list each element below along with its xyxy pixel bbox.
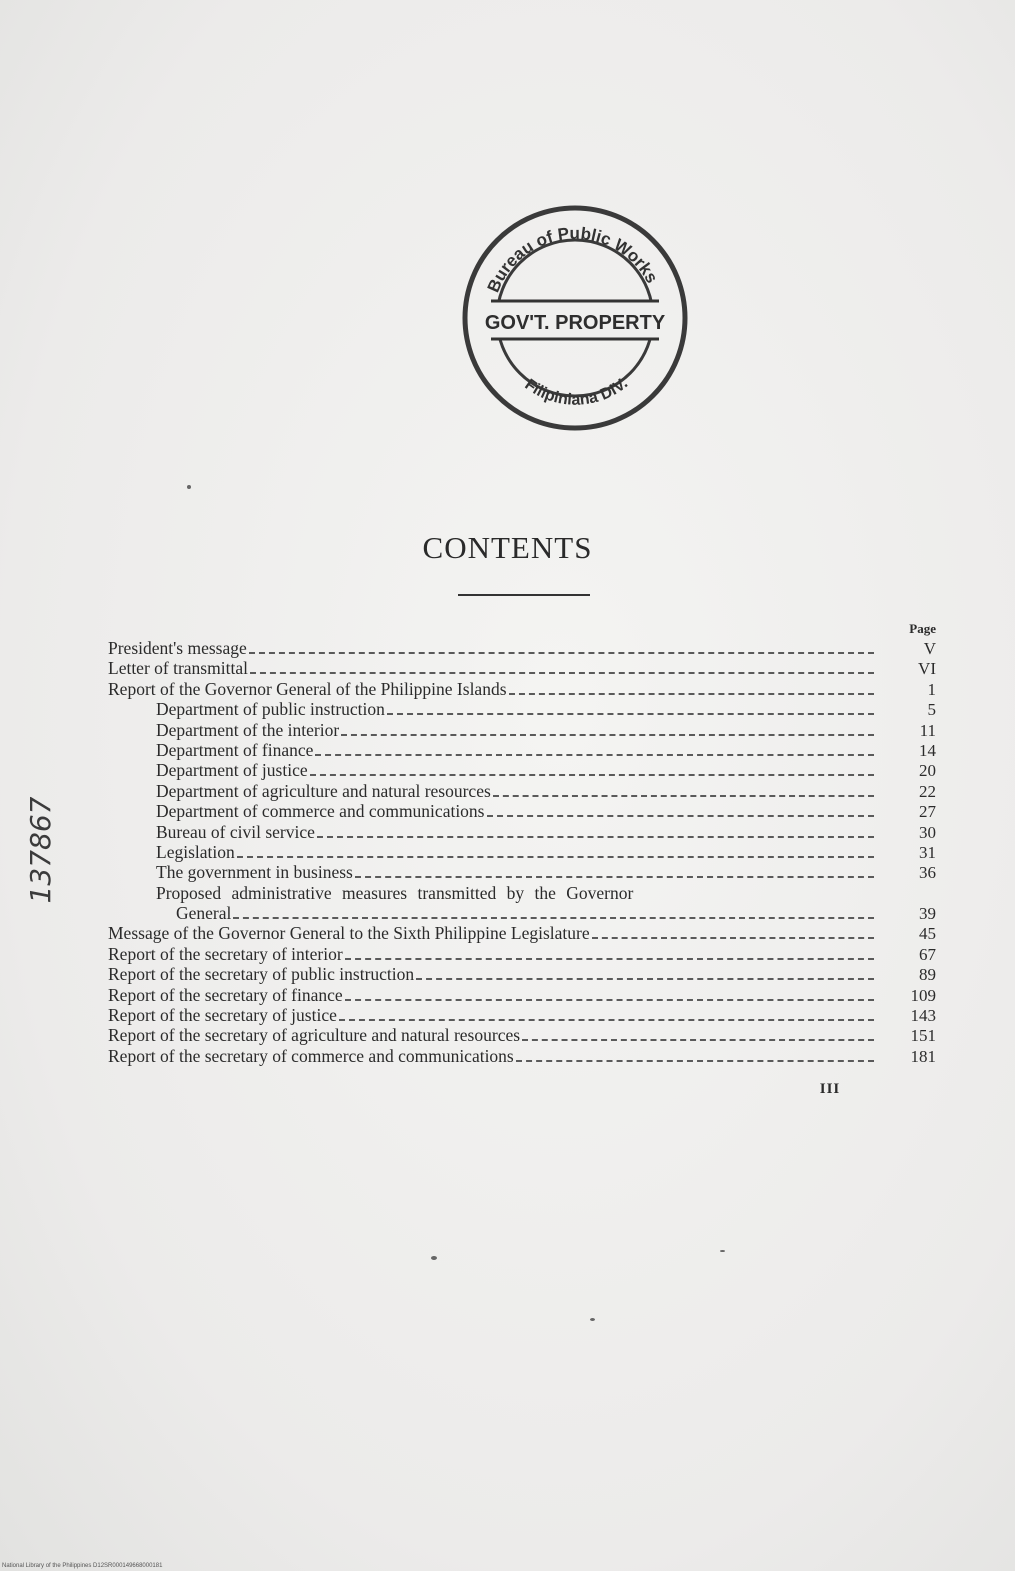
toc-entry-page: 27 xyxy=(919,802,936,822)
dot-leader xyxy=(250,672,874,674)
toc-entry xyxy=(108,760,936,780)
toc-entry-label: Letter of transmittal xyxy=(108,658,248,679)
dot-leader xyxy=(416,978,874,980)
toc-entry xyxy=(108,740,936,760)
handwriting-graphic xyxy=(20,780,80,920)
handwritten-accession-number xyxy=(20,780,80,920)
toc-entry-label: President's message xyxy=(108,638,247,658)
paper-speck xyxy=(187,485,191,489)
dot-leader xyxy=(509,693,874,695)
paper-speck xyxy=(720,1250,725,1252)
dot-leader xyxy=(341,734,874,736)
dot-leader xyxy=(345,958,874,960)
toc-entry-page: 151 xyxy=(910,1026,936,1046)
dot-leader xyxy=(387,713,874,715)
toc-entry-label: General xyxy=(176,903,232,924)
page-folio: III xyxy=(819,1081,841,1097)
toc-entry-page: V xyxy=(923,639,936,658)
toc-entry-label: Report of the secretary of public instruction xyxy=(108,964,415,985)
dot-leader xyxy=(317,836,874,838)
toc-entry-label: Legislation xyxy=(156,841,235,862)
paper-speck xyxy=(590,1318,595,1321)
paper-speck xyxy=(431,1256,437,1260)
toc-entry-wrapped-second-line xyxy=(108,903,936,923)
stamp-bottom-text: Filipiniana DIV. xyxy=(521,375,632,409)
dot-leader xyxy=(315,754,874,756)
toc-entry xyxy=(108,944,936,964)
toc-entry-label: Department of public instruction xyxy=(156,699,385,720)
title-underline xyxy=(458,594,590,596)
government-property-stamp xyxy=(455,198,695,438)
toc-entry xyxy=(108,801,936,821)
toc-entry-label: Report of the secretary of commerce and communications xyxy=(108,1045,514,1066)
toc-entry-label: Proposed administrative measures transmitted by the Governor xyxy=(156,882,634,903)
toc-entry xyxy=(108,822,936,842)
toc-entry xyxy=(108,1046,936,1066)
digitization-footer: National Library of the Philippines D12SR000149668000181 xyxy=(2,1563,163,1569)
toc-entry xyxy=(108,985,936,1005)
toc-entry-label: Department of agriculture and natural resources xyxy=(156,780,491,801)
toc-entry-page: 14 xyxy=(919,740,936,760)
dot-leader xyxy=(355,876,874,878)
dot-leader xyxy=(592,937,874,939)
dot-leader xyxy=(339,1019,874,1021)
toc-entry-label: The government in business xyxy=(156,862,353,883)
stamp-top-text: Bureau of Public Works xyxy=(483,223,662,296)
toc-entry xyxy=(108,658,936,678)
toc-entry-page: 20 xyxy=(919,761,936,781)
toc-entry xyxy=(108,699,936,719)
dot-leader xyxy=(516,1060,874,1062)
dot-leader xyxy=(233,917,874,919)
dot-leader xyxy=(345,999,874,1001)
dot-leader xyxy=(493,795,874,797)
dot-leader xyxy=(237,856,874,858)
toc-entry-page: 1 xyxy=(927,679,936,699)
toc-entry-page: 45 xyxy=(919,924,936,944)
toc-entry-label: Message of the Governor General to the Sixth Philippine Legislature xyxy=(108,923,590,944)
toc-entry-page: 67 xyxy=(919,944,936,964)
toc-entry xyxy=(108,679,936,699)
toc-entries-group xyxy=(108,638,936,883)
toc-entry-page: 39 xyxy=(919,904,936,924)
toc-entry xyxy=(108,638,936,658)
toc-entry xyxy=(108,964,936,984)
dot-leader xyxy=(487,815,875,817)
toc-entry-label: Department of commerce and communications xyxy=(156,801,485,822)
toc-entry-page: 36 xyxy=(919,863,936,883)
toc-entry xyxy=(108,1025,936,1045)
dot-leader xyxy=(249,652,874,654)
toc-entry-wrapped-first-line xyxy=(108,883,936,903)
page-title: CONTENTS xyxy=(422,530,593,565)
svg-text:Filipiniana DIV. xyxy=(522,375,632,409)
toc-entry-page: 109 xyxy=(910,985,936,1005)
dot-leader xyxy=(522,1039,874,1041)
toc-entry xyxy=(108,720,936,740)
toc-entry-page: VI xyxy=(918,659,936,679)
toc-entries-group xyxy=(108,923,936,1066)
dot-leader xyxy=(310,774,874,776)
toc-entry-page: 5 xyxy=(927,700,936,720)
toc-entry-label: Bureau of civil service xyxy=(156,821,315,842)
toc-entry-page: 89 xyxy=(919,965,936,985)
stamp-graphic xyxy=(455,198,695,438)
toc-entry-page: 22 xyxy=(919,781,936,801)
stamp-center-text: GOV'T. PROPERTY xyxy=(484,312,666,334)
table-of-contents xyxy=(108,620,936,1066)
toc-entry-page: 31 xyxy=(919,842,936,862)
toc-entry xyxy=(108,923,936,943)
toc-entry-label: Department of justice xyxy=(156,760,308,781)
toc-entry-page: 181 xyxy=(910,1046,936,1066)
toc-entry-label: Report of the secretary of agriculture and natural resources xyxy=(108,1025,521,1046)
toc-entry-label: Department of finance xyxy=(156,739,314,760)
toc-entry xyxy=(108,842,936,862)
toc-entry-label: Report of the secretary of justice xyxy=(108,1005,337,1026)
toc-entry-page: 30 xyxy=(919,822,936,842)
toc-entry-label: Report of the secretary of interior xyxy=(108,943,343,964)
toc-entry xyxy=(108,781,936,801)
toc-entry-label: Report of the Governor General of the Philippine Islands xyxy=(108,678,507,699)
toc-entry-page: 143 xyxy=(910,1006,936,1026)
toc-entry-label: Department of the interior xyxy=(156,719,340,740)
page-column-header: Page xyxy=(909,621,936,636)
svg-text:Bureau of Public Works xyxy=(484,224,662,295)
toc-entry-label: Report of the secretary of finance xyxy=(108,984,343,1005)
toc-entry-page: 11 xyxy=(919,720,936,740)
toc-entry xyxy=(108,862,936,882)
handwritten-number-text: 137867 xyxy=(24,796,57,904)
toc-entry xyxy=(108,1005,936,1025)
